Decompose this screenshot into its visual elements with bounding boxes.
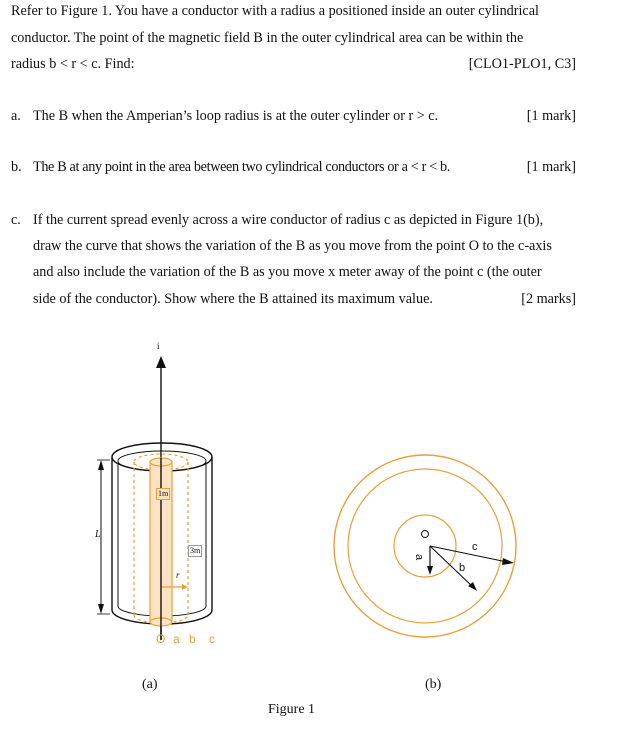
question-a-label: a. xyxy=(11,108,21,124)
intro-line-2: conductor. The point of the magnetic field B in the outer cylindrical area can be within the xyxy=(11,30,524,46)
intro-line-3: radius b < r < c. Find: xyxy=(11,56,135,72)
axis-label-a: a xyxy=(173,632,180,646)
origin-point xyxy=(422,531,429,538)
label-1m: 1m xyxy=(158,489,169,498)
radius-b-arrow xyxy=(430,546,474,588)
outer-circle-c xyxy=(334,455,516,637)
current-arrow-icon xyxy=(156,356,166,368)
question-b-text: The B at any point in the area between two cylindrical conductors or a < r < b. xyxy=(33,159,450,175)
label-3m: 3m xyxy=(190,546,201,555)
label-i: i xyxy=(157,341,160,351)
axis-label-c: c xyxy=(209,632,215,646)
question-c-label: c. xyxy=(11,212,21,228)
question-c-line-1: If the current spread evenly across a wire conductor of radius c as depicted in Figure 1(b), xyxy=(33,212,544,228)
figure-a xyxy=(97,356,212,640)
intro-line-1: Refer to Figure 1. You have a conductor with a radius a positioned inside an outer cylindrical xyxy=(11,3,539,19)
question-c-line-4: side of the conductor). Show where the B attained its maximum value. xyxy=(33,291,433,307)
figure-b xyxy=(334,455,516,637)
axis-label-b: b xyxy=(189,632,196,646)
question-b-marks: [1 mark] xyxy=(526,159,576,175)
radius-c-arrow xyxy=(430,546,507,562)
figure-caption: Figure 1 xyxy=(268,702,316,717)
inner-circle-a xyxy=(394,515,456,577)
axis-label-o: O xyxy=(156,632,166,646)
question-a-marks: [1 mark] xyxy=(526,108,576,124)
label-a-fig-b: a xyxy=(413,553,426,561)
question-c-marks: [2 marks] xyxy=(521,291,576,307)
question-a-text: The B when the Amperian’s loop radius is at the outer cylinder or r > c. xyxy=(33,108,439,124)
question-b-label: b. xyxy=(11,159,22,175)
label-r: r xyxy=(176,570,180,580)
label-c-fig-b: c xyxy=(472,541,478,553)
middle-circle-b xyxy=(348,469,502,623)
caption-b: (b) xyxy=(425,677,442,692)
clo-tag: [CLO1-PLO1, C3] xyxy=(468,56,576,72)
question-c-line-2: draw the curve that shows the variation of the B as you move from the point O to the c-axis xyxy=(33,238,552,254)
caption-a: (a) xyxy=(142,677,158,692)
label-b-fig-b: b xyxy=(459,562,466,574)
label-L: L xyxy=(95,529,101,540)
question-c-line-3: and also include the variation of the B as you move x meter away of the point c (the outer xyxy=(33,264,542,280)
